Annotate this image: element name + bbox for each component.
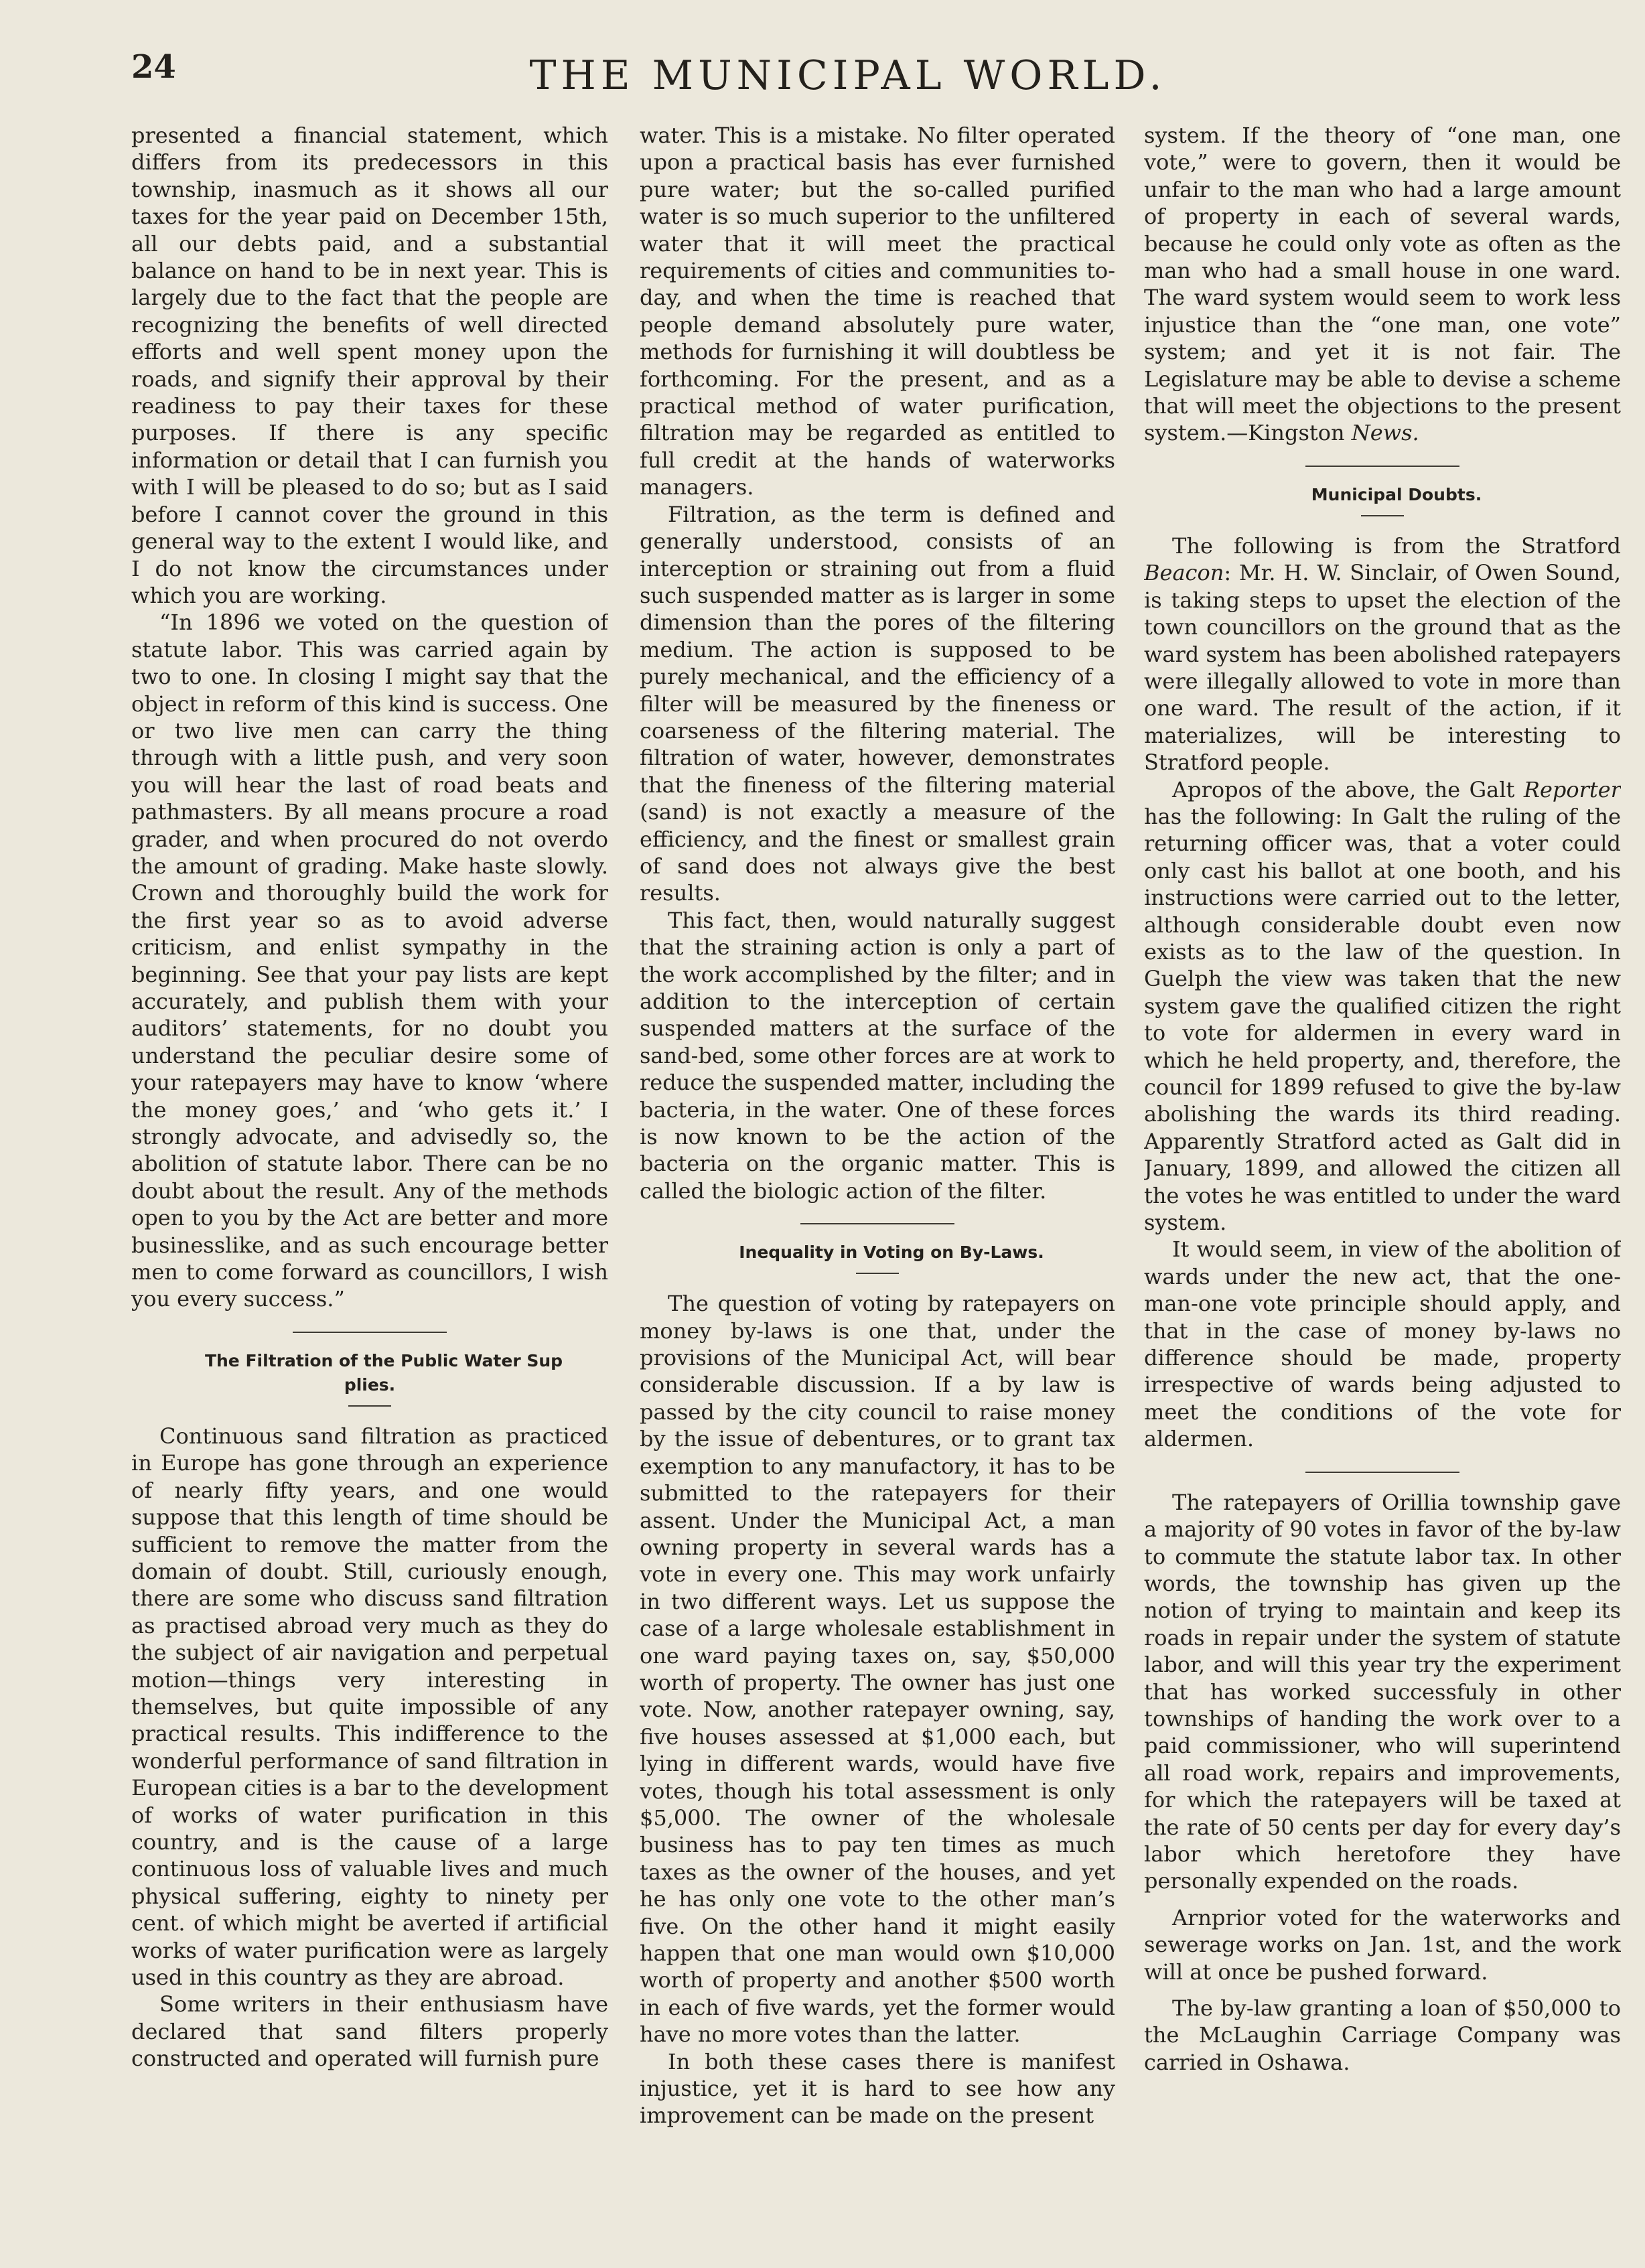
column-2 bbox=[640, 122, 1115, 2232]
paragraph: The ratepayers of Orillia township gave a majority of 90 votes in favor of the by-law to commute the statute labor tax. In other words, the township has given up the notion of trying to maintain and keep its roads in repair under the system of statute labor, and will this year try the experiment that has worked successfuly in other townships of handing the work over to a paid commissioner, who will superintend all road work, repairs and improvements, for which the ratepayers will be taxed at the rate of 50 cents per day for every day’s labor which heretofore they have personally expended on the roads. bbox=[1144, 1489, 1621, 1894]
text-run: has the following: In Galt the ruling of the returning officer was, that a voter could only cast his ballot at one booth, and his instructions were carried out to the letter, although considerable doubt even now exists as to the law of the question. In Guelph the view was taken that the new system gave the qualified citizen the right to vote for aldermen in every ward in which he held property, and, therefore, the council for 1899 refused to give the by-law abolishing the wards its third reading. Apparently Stratford acted as Galt did in January, 1899, and allowed the citizen all the votes he was entitled to under the ward system. bbox=[1144, 803, 1621, 1236]
paragraph: The question of voting by ratepayers on money by-laws is one that, under the provisions of the Municipal Act, will bear considerable discussion. If a by law is passed by the city council to raise money by the issue of debentures, or to grant tax exemption to any manufactory, it has to be submitted to the ratepayers for their assent. Under the Municipal Act, a man owning property in several wards has a vote in every one. This may work unfairly in two different ways. Let us suppose the case of a large wholesale establishment in one ward paying taxes on, say, $50,000 worth of property. The owner has just one vote. Now, another ratepayer owning, say, five houses assessed at $1,000 each, but lying in different wards, would have five votes, though his total assessment is only $5,000. The owner of the wholesale business has to pay ten times as much taxes as the owner of the houses, and yet he has only one vote to the other man’s five. On the other hand it might easily happen that one man would own $10,000 worth of property and another $500 worth in each of five wards, yet the former would have no more votes than the latter. bbox=[640, 1291, 1115, 2048]
text-run: : Mr. H. W. Sinclair, of Owen Sound, is taking steps to upset the election of the town councillors on the ground that as the ward system has been abolished ratepayers were illegally allowed to vote in more than one ward. The result of the action, if it materializes, will be interesting to Stratford people. bbox=[1144, 560, 1621, 776]
section-divider bbox=[800, 1223, 954, 1224]
paragraph bbox=[1144, 533, 1621, 776]
italic-text: News. bbox=[1351, 420, 1419, 446]
paragraph: water. This is a mistake. No filter operated upon a practical basis has ever furnished pure water; but the so-called purified water is so much superior to the unfiltered water that it will meet the practical requirements of cities and communities to-day, and when the time is reached that people demand absolutely pure water, methods for furnishing it will doubtless be forthcoming. For the present, and as a practical method of water purification, filtration may be regarded as entitled to full credit at the hands of waterworks managers. bbox=[640, 123, 1115, 500]
article-heading-municipal-doubts: Municipal Doubts. bbox=[1311, 484, 1482, 504]
article-heading-filtration bbox=[131, 1349, 608, 1397]
heading-underline bbox=[348, 1405, 391, 1407]
paragraph: presented a financial statement, which differs from its predecessors in this township, inasmuch as it shows all our taxes for the year paid on December 15th, all our debts paid, and a substantial balance on hand to be in next year. This is largely due to the fact that the people are recognizing the benefits of well directed efforts and well spent money upon the roads, and signify their approval by their readiness to pay their taxes for these purposes. If there is any specific information or detail that I can furnish you with I will be pleased to do so; but as I said before I cannot cover the ground in this general way to the extent I would like, and I do not know the circumstances under which you are working. bbox=[131, 123, 608, 608]
italic-text: Reporter bbox=[1523, 776, 1621, 802]
article-heading-inequality: Inequality in Voting on By-Laws. bbox=[739, 1243, 1044, 1263]
page-header bbox=[131, 42, 1565, 115]
text-run: system. If the theory of “one man, one vote,” were to govern, then it would be unfair to the man who had a large amount of property in each of several wards, because he could only vote as often as the man who had a small house in one ward. The ward system would seem to work less injustice than the “one man, one vote” system; and yet it is not fair. The Legislature may be able to devise a scheme that will meet the objections to the present system.—Kingston bbox=[1144, 123, 1621, 446]
heading-line: plies. bbox=[344, 1374, 396, 1395]
text-run: The following is from the Stratford bbox=[1172, 533, 1621, 559]
section-divider bbox=[1305, 1472, 1459, 1473]
paragraph: Continuous sand filtration as practiced in Europe has gone through an experience of nearly fifty years, and one would suppose that this length of time should be sufficient to remove the matter from the domain of doubt. Still, curiously enough, there are some who discuss sand filtration as practised abroad very much as they do the subject of air navigation and perpetual motion—things very interesting in themselves, but quite impossible of any practical results. This indifference to the wonderful performance of sand filtration in European cities is a bar to the development of works of water purification in this country, and is the cause of a large continuous loss of valuable lives and much physical suffering, eighty to ninety per cent. of which might be averted if artificial works of water purification were as largely used in this country as they are abroad. bbox=[131, 1423, 608, 1990]
column-3 bbox=[1144, 122, 1621, 2232]
heading-underline bbox=[1361, 515, 1404, 516]
paragraph: The by-law granting a loan of $50,000 to the McLaughin Carriage Company was carried in Oshawa. bbox=[1144, 1995, 1621, 2075]
paragraph bbox=[1144, 776, 1621, 1236]
heading-line: The Filtration of the Public Water Sup bbox=[204, 1350, 563, 1370]
masthead: THE MUNICIPAL WORLD. bbox=[529, 52, 1167, 99]
paragraph bbox=[1144, 122, 1621, 447]
page-number: 24 bbox=[131, 48, 176, 86]
paragraph: Arnprior voted for the waterworks and sewerage works on Jan. 1st, and the work will at once be pushed forward. bbox=[1144, 1904, 1621, 1985]
paragraph: “In 1896 we voted on the question of statute labor. This was carried again by two to one. In closing I might say that the object in reform of this kind is success. One or two live men can carry the thing through with a little push, and very soon you will hear the last of road beats and pathmasters. By all means procure a road grader, and when procured do not overdo the amount of grading. Make haste slowly. Crown and thoroughly build the work for the first year so as to avoid adverse criticism, and enlist sympathy in the beginning. See that your pay lists are kept accurately, and publish them with your auditors’ statements, for no doubt you understand the peculiar desire some of your ratepayers may have to know ‘where the money goes,’ and ‘who gets it.’ I strongly advocate, and advisedly so, the abolition of statute labor. There can be no doubt about the result. Any of the methods open to you by the Act are better and more businesslike, and as such encourage better men to come forward as councillors, I wish you every success.” bbox=[131, 610, 608, 1312]
heading-underline bbox=[856, 1273, 899, 1274]
paragraph: This fact, then, would naturally suggest that the straining action is only a part of the work accomplished by the filter; and in addition to the interception of certain suspended matters at the surface of the sand-bed, some other forces are at work to reduce the suspended matter, including the bacteria, in the water. One of these forces is now known to be the action of the bacteria on the organic matter. This is called the biologic action of the filter. bbox=[640, 907, 1115, 1204]
paragraph: Some writers in their enthusiasm have declared that sand filters properly constructed and operated will furnish pure bbox=[131, 1991, 608, 2072]
text-run: Apropos of the above, the Galt bbox=[1172, 776, 1515, 802]
paragraph: In both these cases there is manifest injustice, yet it is hard to see how any improvement can be made on the present bbox=[640, 2048, 1115, 2129]
paragraph: Filtration, as the term is defined and generally understood, consists of an interception or straining out from a fluid such suspended matter as is larger in some dimension than the pores of the filtering medium. The action is supposed to be purely mechanical, and the efficiency of a filter will be measured by the fineness or coarseness of the filtering material. The filtration of water, however, demonstrates that the fineness of the filtering material (sand) is not exactly a measure of the efficiency, and the finest or smallest grain of sand does not always give the best results. bbox=[640, 501, 1115, 906]
paragraph: It would seem, in view of the abolition of wards under the new act, that the one-man-one vote principle should apply, and that in the case of money by-laws no difference should be made, property irrespective of wards being adjusted to meet the conditions of the vote for aldermen. bbox=[1144, 1236, 1621, 1452]
column-1 bbox=[131, 122, 608, 2232]
section-divider bbox=[293, 1332, 447, 1333]
italic-text: Beacon bbox=[1144, 560, 1224, 586]
section-divider bbox=[1305, 466, 1459, 467]
